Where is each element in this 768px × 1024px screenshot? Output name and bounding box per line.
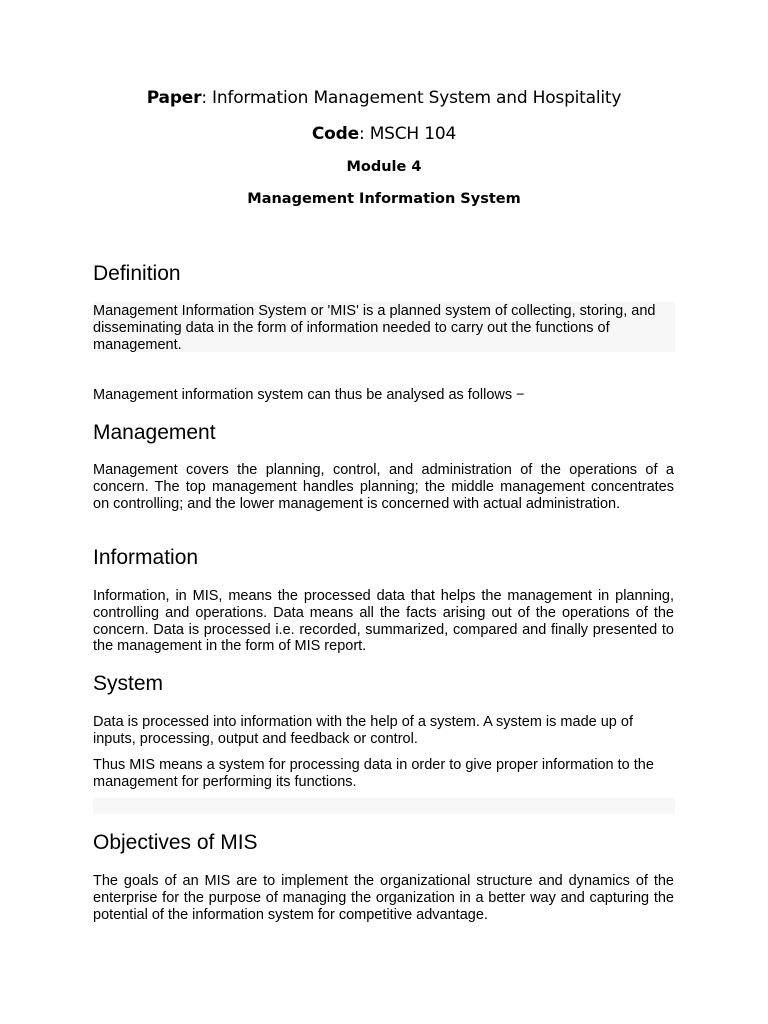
document-title: Management Information System xyxy=(247,191,521,207)
objectives-paragraph: The goals of an MIS are to implement the organizational structure and dynamics of the enterprise for the purpose of managing the organization in a better way and capturing the potential of the information system for competitive advantage. xyxy=(93,873,674,923)
analysis-intro-paragraph: Management information system can thus be analysed as follows − xyxy=(93,387,525,403)
code-line xyxy=(0,124,768,144)
paper-title: : Information Management System and Hospitality xyxy=(201,88,622,108)
course-code: : MSCH 104 xyxy=(358,124,457,144)
module-label: Module 4 xyxy=(346,159,422,175)
system-paragraph-2: Thus MIS means a system for processing data in order to give proper information to the management for performing its functions. xyxy=(93,757,654,790)
heading-definition: Definition xyxy=(93,262,181,285)
paper-label: Paper xyxy=(146,88,202,108)
management-paragraph: Management covers the planning, control, and administration of the operations of a concern. The top management handles planning; the middle management concentrates on controlling; and the lower management is concerned with actual administration. xyxy=(93,462,674,512)
definition-paragraph: Management Information System or 'MIS' is a planned system of collecting, storing, and disseminating data in the form of information needed to carry out the functions of management. xyxy=(93,303,656,353)
heading-management: Management xyxy=(93,421,216,444)
heading-system: System xyxy=(93,672,164,695)
heading-objectives: Objectives of MIS xyxy=(93,831,258,854)
empty-shaded-line xyxy=(93,798,675,814)
code-label: Code xyxy=(311,124,359,144)
heading-information: Information xyxy=(93,546,199,569)
information-paragraph: Information, in MIS, means the processed data that helps the management in planning, controlling and operations. Data means all the facts arising out of the operations of the concern. Data is processed i.e. recorded, summarized, compared and finally presented to the management in the form of MIS report. xyxy=(93,588,674,655)
paper-line xyxy=(0,88,768,108)
system-paragraph-1: Data is processed into information with the help of a system. A system is made up of inputs, processing, output and feedback or control. xyxy=(93,714,633,747)
